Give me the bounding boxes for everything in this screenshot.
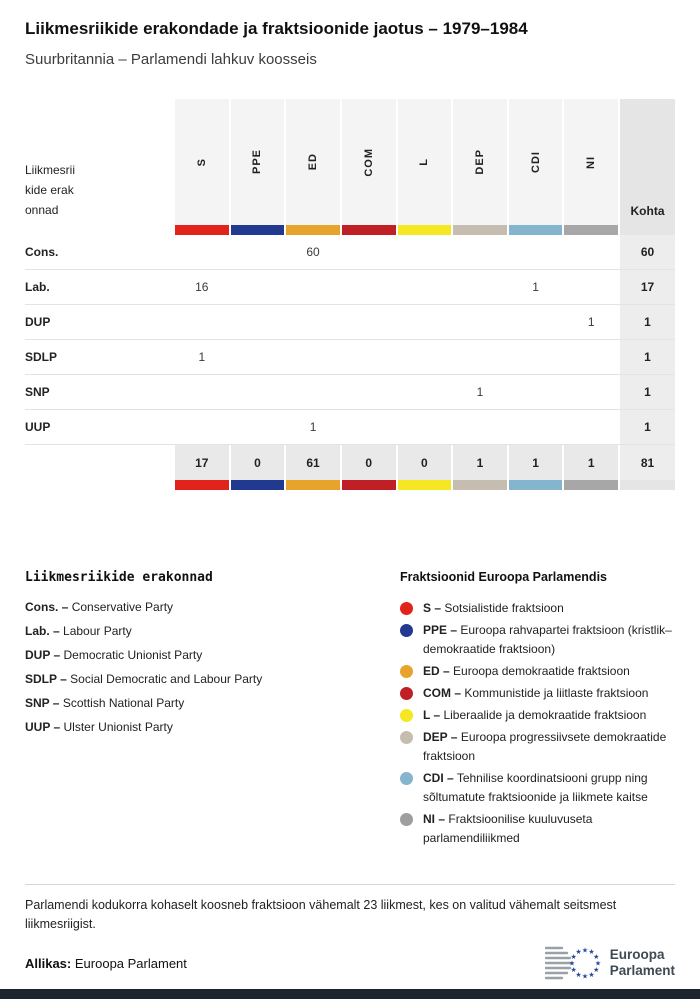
group-color-bar (342, 225, 396, 235)
column-header-ppe (231, 99, 287, 225)
group-legend-text (423, 810, 678, 848)
party-code: Lab. – (25, 624, 60, 638)
group-color-bar (509, 480, 563, 490)
group-legend-title: Fraktsioonid Euroopa Parlamendis (400, 570, 607, 584)
footnote: Parlamendi kodukorra kohaselt koosneb fraktsioon vähemalt 23 liikmest, kes on valitud vähemalt seitsmest liikmesriigist. (25, 884, 675, 934)
group-color-dot (400, 772, 413, 785)
column-header-kohta (620, 99, 675, 225)
table-row-uup (25, 410, 675, 445)
column-header-dep (453, 99, 509, 225)
group-legend-item (400, 621, 678, 659)
value-cell (509, 235, 565, 269)
column-header-label: CDI (529, 151, 542, 173)
value-cell (564, 375, 620, 409)
bar-cell (342, 225, 398, 235)
column-total-cell: 17 (175, 445, 231, 480)
group-color-dot (400, 813, 413, 826)
party-label: SNP (25, 375, 175, 409)
party-code: SDLP – (25, 672, 67, 686)
group-color-bar (231, 225, 285, 235)
group-legend-item (400, 769, 678, 807)
party-code: UUP – (25, 720, 61, 734)
group-color-bar (231, 480, 285, 490)
party-label: Cons. (25, 235, 175, 269)
value-cell (231, 305, 287, 339)
group-color-bar (509, 225, 563, 235)
party-legend-title: Liikmesriikide erakonnad (25, 570, 213, 585)
value-cell (175, 305, 231, 339)
group-color-bar (453, 225, 507, 235)
spacer-cell (25, 445, 175, 480)
column-total-cell: 0 (342, 445, 398, 480)
column-total-cell: 1 (564, 445, 620, 480)
group-code: L – (423, 708, 441, 722)
party-label: DUP (25, 305, 175, 339)
row-header-cell (25, 99, 175, 225)
svg-text:★: ★ (575, 970, 582, 979)
svg-text:★: ★ (575, 948, 582, 957)
party-code: SNP – (25, 696, 60, 710)
value-cell (453, 270, 509, 304)
bar-cell (286, 480, 342, 490)
value-cell: 16 (175, 270, 231, 304)
group-color-dot (400, 665, 413, 678)
party-legend-item (25, 696, 400, 710)
group-legend-text (423, 728, 678, 766)
group-color-dot (400, 624, 413, 637)
column-total-cell: 1 (509, 445, 565, 480)
column-total-cell: 1 (453, 445, 509, 480)
table-row-dup (25, 305, 675, 340)
group-color-bar (342, 480, 396, 490)
svg-text:★: ★ (568, 959, 575, 968)
group-color-bar-row (25, 225, 675, 235)
group-name: Sotsialistide fraktsioon (444, 601, 564, 615)
group-legend-text (423, 769, 678, 807)
bar-cell (398, 480, 454, 490)
party-code: DUP – (25, 648, 61, 662)
value-cell (509, 410, 565, 444)
svg-text:★: ★ (570, 953, 577, 961)
value-cell (509, 375, 565, 409)
table-header-row (25, 99, 675, 225)
value-cell: 1 (453, 375, 509, 409)
spacer-cell (620, 480, 675, 490)
value-cell (342, 235, 398, 269)
row-total-cell: 1 (620, 410, 675, 444)
bar-cell (231, 480, 287, 490)
value-cell (398, 235, 454, 269)
seats-header-label: Kohta (630, 204, 665, 218)
value-cell (286, 270, 342, 304)
group-name: Liberaalide ja demokraatide fraktsioon (443, 708, 647, 722)
value-cell (342, 305, 398, 339)
value-cell (453, 235, 509, 269)
column-total-cell: 61 (286, 445, 342, 480)
value-cell (342, 375, 398, 409)
bar-cell (564, 480, 620, 490)
column-header-label: NI (585, 155, 598, 169)
svg-text:★: ★ (588, 970, 595, 979)
group-color-bar (175, 480, 229, 490)
value-cell (564, 270, 620, 304)
value-cell (231, 375, 287, 409)
source-name: Euroopa Parlament (74, 955, 187, 971)
group-color-dot (400, 709, 413, 722)
party-name: Conservative Party (71, 600, 174, 614)
bar-cell (398, 225, 454, 235)
party-name: Ulster Unionist Party (63, 720, 173, 734)
value-cell (509, 305, 565, 339)
value-cell (231, 340, 287, 374)
row-total-cell: 17 (620, 270, 675, 304)
distribution-table (25, 99, 675, 490)
party-name: Scottish National Party (62, 696, 185, 710)
bar-cell (286, 225, 342, 235)
source-row (25, 938, 675, 988)
party-label: UUP (25, 410, 175, 444)
group-color-dot (400, 602, 413, 615)
group-legend-text (423, 662, 630, 681)
party-legend-item (25, 624, 400, 638)
group-code: PPE – (423, 623, 458, 637)
value-cell (398, 340, 454, 374)
value-cell (175, 235, 231, 269)
group-code: NI – (423, 812, 446, 826)
row-total-cell: 1 (620, 375, 675, 409)
value-cell (398, 305, 454, 339)
svg-text:★: ★ (581, 972, 588, 981)
legends (25, 570, 675, 851)
spacer-cell (25, 225, 175, 235)
value-cell (398, 375, 454, 409)
source-text (25, 956, 187, 971)
value-cell: 1 (564, 305, 620, 339)
group-legend-item (400, 599, 678, 618)
group-legend-item (400, 662, 678, 681)
party-name: Social Democratic and Labour Party (70, 672, 263, 686)
column-header-ni (564, 99, 620, 225)
column-header-l (398, 99, 454, 225)
europarl-logo-line1: Euroopa (609, 947, 665, 962)
source-label: Allikas: (25, 955, 72, 971)
column-total-cell: 0 (398, 445, 454, 480)
value-cell: 1 (286, 410, 342, 444)
value-cell (453, 410, 509, 444)
bottom-accent-bar (0, 989, 700, 999)
row-total-cell: 1 (620, 305, 675, 339)
value-cell (175, 375, 231, 409)
bar-cell (175, 480, 231, 490)
column-total-cell: 0 (231, 445, 287, 480)
column-header-s (175, 99, 231, 225)
group-legend-text (423, 621, 678, 659)
row-header-label: Liikmesriikide erakonnad (25, 163, 76, 217)
group-legend-text (423, 706, 646, 725)
column-header-cdi (509, 99, 565, 225)
europarl-logo-text (610, 947, 675, 979)
party-name: Labour Party (63, 624, 132, 638)
totals-row (25, 445, 675, 480)
group-name: Fraktsioonilise kuuluvuseta parlamendiliikmed (423, 812, 593, 845)
europarl-hemicycle-stars-icon (545, 938, 603, 988)
group-color-bar (286, 225, 340, 235)
party-legend-item (25, 720, 400, 734)
group-code: S – (423, 601, 442, 615)
europarl-logo (545, 938, 675, 988)
group-name: Kommunistide ja liitlaste fraktsioon (464, 686, 649, 700)
column-header-label: PPE (251, 149, 264, 175)
column-header-label: COM (362, 147, 375, 177)
value-cell: 1 (175, 340, 231, 374)
group-legend-text (423, 684, 648, 703)
row-total-cell: 60 (620, 235, 675, 269)
party-code: Cons. – (25, 600, 69, 614)
bar-cell (509, 225, 565, 235)
bar-cell (231, 225, 287, 235)
spacer-cell (620, 225, 675, 235)
group-legend-item (400, 706, 678, 725)
value-cell (286, 340, 342, 374)
value-cell (398, 270, 454, 304)
value-cell (231, 235, 287, 269)
value-cell (453, 305, 509, 339)
party-legend (25, 570, 400, 851)
svg-text:★: ★ (570, 966, 577, 974)
spacer-cell (25, 480, 175, 490)
svg-text:★: ★ (594, 959, 601, 968)
value-cell (453, 340, 509, 374)
party-legend-item (25, 600, 400, 614)
group-legend-item (400, 684, 678, 703)
value-cell (398, 410, 454, 444)
page-title: Liikmesriikide erakondade ja fraktsioonide jaotus – 1979–1984 (25, 19, 528, 38)
header (0, 0, 700, 69)
group-color-bar (453, 480, 507, 490)
party-label: Lab. (25, 270, 175, 304)
group-legend-item (400, 728, 678, 766)
group-color-bar (398, 225, 452, 235)
value-cell: 60 (286, 235, 342, 269)
group-name: Euroopa demokraatide fraktsioon (453, 664, 630, 678)
column-header-label: S (195, 157, 208, 167)
group-code: ED – (423, 664, 450, 678)
svg-text:★: ★ (581, 946, 588, 955)
column-header-label: L (418, 158, 431, 166)
value-cell (286, 305, 342, 339)
group-name: Euroopa progressiivsete demokraatide fraktsioon (423, 730, 667, 763)
table-row-lab (25, 270, 675, 305)
group-color-bar (175, 225, 229, 235)
group-name: Tehnilise koordinatsiooni grupp ning sõltumatute fraktsioonide ja liikmete kaitse (423, 771, 648, 804)
value-cell (564, 235, 620, 269)
party-legend-item (25, 648, 400, 662)
column-header-label: DEP (473, 149, 486, 175)
group-legend (400, 570, 678, 851)
value-cell (509, 340, 565, 374)
group-color-bar (564, 480, 618, 490)
group-color-bar-row-bottom (25, 480, 675, 490)
group-color-bar (564, 225, 618, 235)
group-color-dot (400, 731, 413, 744)
row-total-cell: 1 (620, 340, 675, 374)
group-code: DEP – (423, 730, 458, 744)
value-cell (564, 340, 620, 374)
page-subtitle: Suurbritannia – Parlamendi lahkuv koosseis (25, 51, 317, 68)
svg-text:★: ★ (588, 948, 595, 957)
svg-text:★: ★ (592, 953, 600, 961)
value-cell (175, 410, 231, 444)
table-row-cons (25, 235, 675, 270)
value-cell (231, 270, 287, 304)
column-header-com (342, 99, 398, 225)
group-color-dot (400, 687, 413, 700)
group-code: CDI – (423, 771, 454, 785)
value-cell (286, 375, 342, 409)
europarl-logo-line2: Parlament (609, 963, 675, 978)
value-cell: 1 (509, 270, 565, 304)
group-legend-text (423, 599, 564, 618)
bar-cell (175, 225, 231, 235)
party-legend-item (25, 672, 400, 686)
bar-cell (342, 480, 398, 490)
value-cell (231, 410, 287, 444)
group-color-bar (398, 480, 452, 490)
column-header-label: ED (307, 153, 320, 171)
group-color-bar (286, 480, 340, 490)
group-legend-item (400, 810, 678, 848)
party-name: Democratic Unionist Party (63, 648, 203, 662)
bar-cell (453, 225, 509, 235)
value-cell (342, 270, 398, 304)
svg-text:★: ★ (592, 966, 600, 974)
table-row-snp (25, 375, 675, 410)
value-cell (342, 340, 398, 374)
group-name: Euroopa rahvapartei fraktsioon (kristlik–demokraatide fraktsioon) (423, 623, 672, 656)
bar-cell (564, 225, 620, 235)
party-label: SDLP (25, 340, 175, 374)
bar-cell (509, 480, 565, 490)
value-cell (342, 410, 398, 444)
table-row-sdlp (25, 340, 675, 375)
group-code: COM – (423, 686, 462, 700)
column-header-ed (286, 99, 342, 225)
grand-total-cell: 81 (620, 445, 675, 480)
value-cell (564, 410, 620, 444)
bar-cell (453, 480, 509, 490)
